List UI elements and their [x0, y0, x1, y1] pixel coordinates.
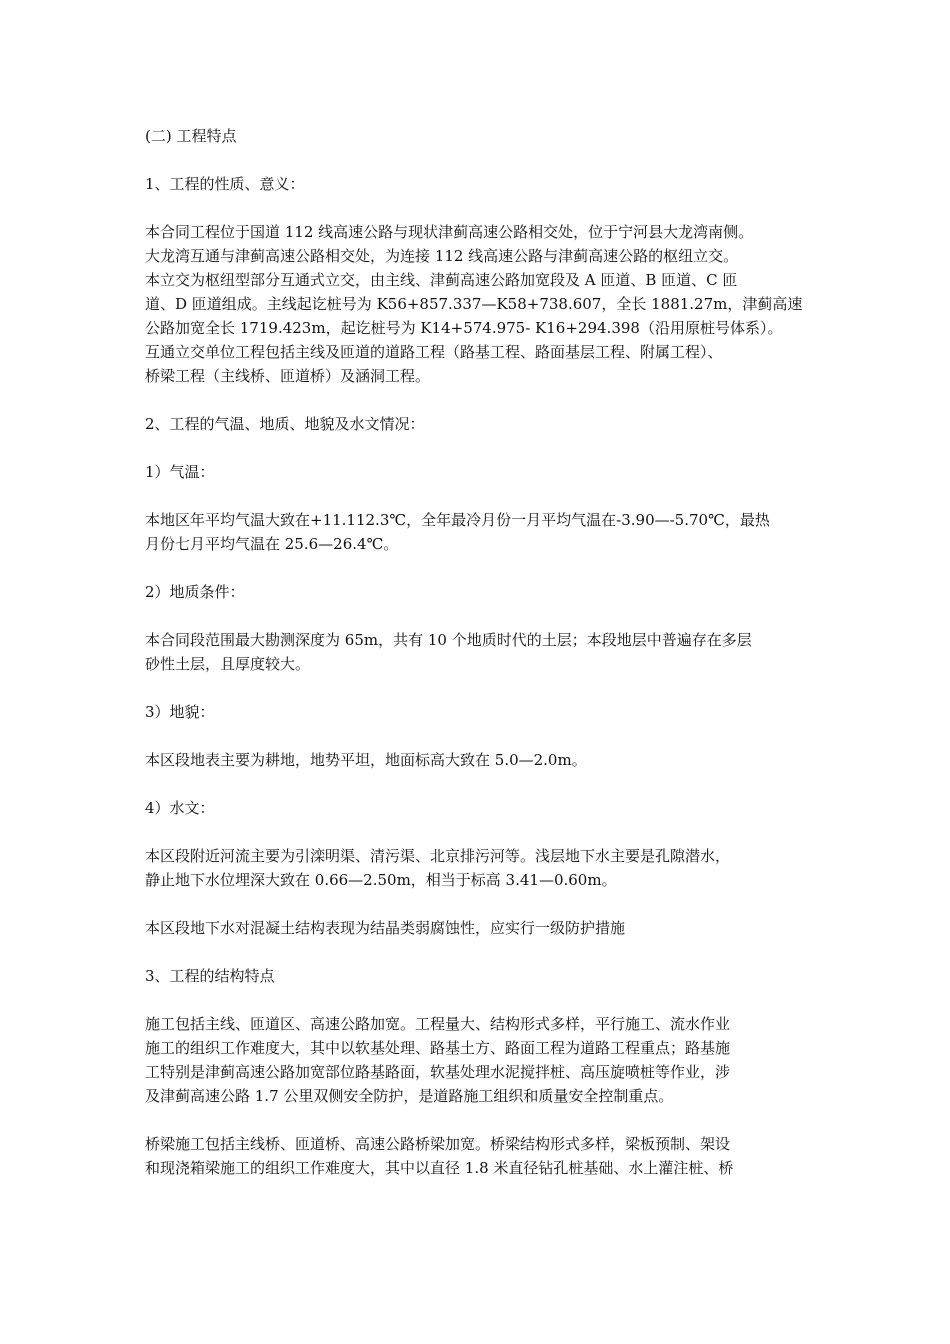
- item-heading-hydrology: 4）水文：: [145, 799, 215, 817]
- paragraph-project-overview: 本合同工程位于国道 112 线高速公路与现状津蓟高速公路相交处，位于宁河县大龙湾南侧。 大龙湾互通与津蓟高速公路相交处，为连接 112 线高速公路与津蓟高速公路的枢纽立交。 本立交为枢纽型部分互通式立交，由主线、津蓟高速公路加宽段及 A 匝道、B 匝道、C 匝 道、D 匝道组成。主线起讫桩号为 K56+857.337—K58+738.607，全长 1881.27m，津蓟高速 公路加宽全长 1719.423m，起讫桩号为 K14+574.975- K16+294.398（沿用原桩号体系）。 互通立交单位工程包括主线及匝道的道路工程（路基工程、路面基层工程、附属工程）、 桥梁工程（主线桥、匝道桥）及涵洞工程。: [145, 223, 803, 385]
- paragraph-corrosion: 本区段地下水对混凝土结构表现为结晶类弱腐蚀性，应实行一级防护措施: [145, 919, 626, 937]
- paragraph-temperature: 本地区年平均气温大致在+11.112.3℃，全年最冷月份一月平均气温在-3.90—-5.70℃，最热 月份七月平均气温在 25.6—26.4℃。: [145, 511, 770, 553]
- paragraph-landform: 本区段地表主要为耕地，地势平坦，地面标高大致在 5.0—2.0m。: [145, 751, 587, 769]
- section-heading: (二) 工程特点: [145, 127, 237, 145]
- subsection-heading-conditions: 2、工程的气温、地质、地貌及水文情况：: [145, 415, 425, 433]
- subsection-heading-nature: 1、工程的性质、意义：: [145, 175, 305, 193]
- paragraph-geology: 本合同段范围最大勘测深度为 65m，共有 10 个地质时代的土层；本段地层中普遍存在多层 砂性土层，且厚度较大。: [145, 631, 752, 673]
- document-body: [145, 124, 810, 1180]
- subsection-heading-structure: 3、工程的结构特点: [145, 967, 275, 985]
- item-heading-geology: 2）地质条件：: [145, 583, 245, 601]
- paragraph-bridge-works: 桥梁施工包括主线桥、匝道桥、高速公路桥梁加宽。桥梁结构形式多样，梁板预制、架设 和现浇箱梁施工的组织工作难度大，其中以直径 1.8 米直径钻孔桩基础、水上灌注桩、桥: [145, 1135, 734, 1177]
- item-heading-temperature: 1）气温：: [145, 463, 215, 481]
- paragraph-hydrology: 本区段附近河流主要为引滦明渠、清污渠、北京排污河等。浅层地下水主要是孔隙潜水， 静止地下水位埋深大致在 0.66—2.50m，相当于标高 3.41—0.60m。: [145, 847, 731, 889]
- paragraph-road-works: 施工包括主线、匝道区、高速公路加宽。工程量大、结构形式多样，平行施工、流水作业 施工的组织工作难度大，其中以软基处理、路基土方、路面工程为道路工程重点；路基施 工特别是津蓟高速公路加宽部位路基路面，软基处理水泥搅拌桩、高压旋喷桩等作业，涉 及津蓟高速公路 1.7 公里双侧安全防护，是道路施工组织和质量安全控制重点。: [145, 1015, 731, 1105]
- item-heading-landform: 3）地貌：: [145, 703, 215, 721]
